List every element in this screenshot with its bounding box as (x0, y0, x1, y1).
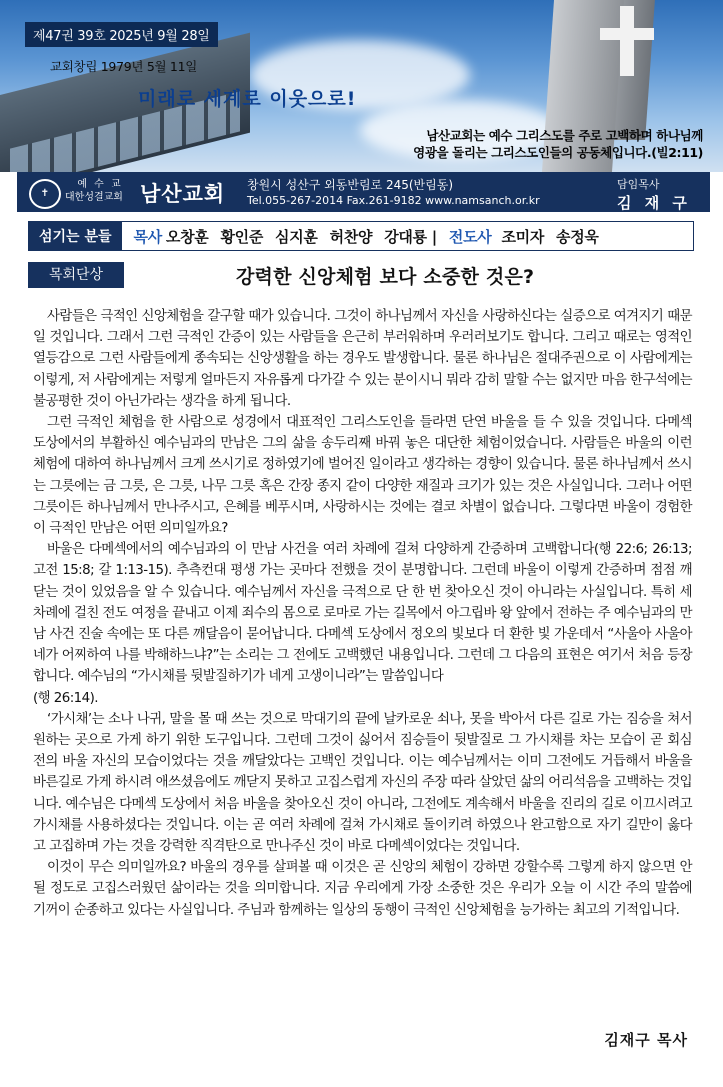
mission-line: 남산교회는 예수 그리스도를 주로 고백하며 하나님께 (426, 128, 703, 143)
denomination-line: 예 수 교 (77, 179, 123, 190)
minister-name: 강대룡 | (384, 227, 437, 246)
senior-pastor-label: 담임목사 (617, 178, 660, 191)
ministers-row (28, 221, 694, 251)
article-paragraph: ‘가시채’는 소나 나귀, 말을 몰 때 쓰는 것으로 막대기의 끝에 날카로운 쇠나, 못을 박아서 다른 길로 가는 짐승을 쳐서 원하는 곳으로 가게 하기 위한 도구입니다. 그런데 그것이 싫어서 짐승들이 뒷발질로 그 가시채를 차는 모습이 곧 회심 전의 바울 자신의 모습이었다는 것을 깨달았다는 고백인 것입니다. 이는 예수님께서는 이미 그전에도 거듭해서 바울을 바른길로 가게 하시려 애쓰셨음에도 깨닫지 못하고 고집스럽게 자신의 주장 따라 살았던 삶의 어리석음을 고백하는 것입니다. 예수님은 다메섹 도상에서 처음 바울을 찾아오신 것이 아니라, 그전에도 계속해서 바울을 진리의 길로 이끄시려고 가시채를 사용하셨다는 것입니다. 이는 곧 여러 차례에 걸쳐 가시채로 돌이키려 하였으나 완고함으로 자기 길만이 옳다고 고집하며 가는 것을 강력한 직격탄으로 만나주신 것이 바로 다메섹이었다는 것입니다. (33, 711, 692, 855)
verse-reference: (행 26:14). (33, 690, 98, 706)
church-address: 창원시 성산구 외동반림로 245(반림동) (247, 178, 454, 192)
church-contact: Tel.055-267-2014 Fax.261-9182 www.namsanch.or.kr (247, 194, 540, 207)
article-paragraph: 사람들은 극적인 신앙체험을 갈구할 때가 있습니다. 그것이 하나님께서 자신을 사랑하신다는 실증으로 여겨지기 때문일 것입니다. 그래서 그런 극적인 간증이 있는 사람들을 은근히 부러워하며 우러러보기도 합니다. 그리고 때로는 영적인 열등감으로 그런 사람들에게 종속되는 신앙생활을 하는 경우도 발생합니다. 물론 하나님은 절대주권으로 이 사람에게는 이렇게, 저 사람에게는 저렇게 얼마든지 자유롭게 다가갈 수 있는 분이시니 뭐라 감히 말할 수는 없지만 마음 한구석에는 불공평한 것이 아닌가라는 생각을 하게 됩니다. (33, 309, 692, 409)
minister-name: 송정욱 (556, 227, 599, 246)
column-tag: 목회단상 (28, 262, 124, 288)
church-logo-icon: ✝ (29, 179, 61, 209)
church-info-bar (17, 172, 710, 212)
minister-name: 조미자 (501, 227, 545, 246)
denomination-label (65, 178, 135, 204)
article-paragraph: 바울은 다메섹에서의 예수님과의 이 만남 사건을 여러 차례에 걸쳐 다양하게 간증하며 고백합니다(행 22:6; 26:13; 고전 15:8; 갈 1:13-15). 추측컨대 평생 가는 곳마다 전했을 것이 분명합니다. 그런데 바울이 이렇게 간증하며 점점 깨닫는 것이 있었음을 알 수 있습니다. 예수님께서 자신을 극적으로 단 한 번 찾아오신 것이 아니라는 사실입니다. 특히 세 차례에 걸친 전도 여정을 끝내고 이제 죄수의 몸으로 로마로 가는 길목에서 아그립바 왕 앞에서 전하는 주 예수님과의 만남 사건 진술 속에는 또 다른 깨달음이 묻어납니다. 다메섹 도상에서 정오의 빛보다 더 환한 빛 가운데서 “사울아 사울아 네가 어찌하여 나를 박해하느냐?”는 소리는 그 전에도 고백했던 내용입니다. 그런데 그 다음의 표현은 여기서 처음 등장합니다. 예수님의 “가시채를 뒷발질하기가 네게 고생이니라”는 말씀입니다 (33, 542, 692, 685)
mission-statement (413, 127, 703, 161)
founded-date: 교회창립 1979년 5월 11일 (50, 59, 198, 74)
header-banner (0, 0, 723, 172)
article-paragraph: 이것이 무슨 의미일까요? 바울의 경우를 살펴볼 때 이것은 곧 신앙의 체험이 강하면 강할수록 그렇게 하지 않으면 안 될 정도로 고집스러웠던 삶이라는 것을 의미합니다. 지금 우리에게 가장 소중한 것은 우리가 오늘 이 시간 주의 말씀에 기꺼이 순종하고 있다는 사실입니다. 주님과 함께하는 일상의 동행이 극적인 신앙체험을 능가하는 최고의 기적입니다. (33, 860, 692, 918)
author-signature: 김재구 목사 (604, 1031, 688, 1049)
minister-name: 황인준 (220, 227, 264, 246)
church-name: 남산교회 (140, 182, 226, 206)
article-paragraph: 그런 극적인 체험을 한 사람으로 성경에서 대표적인 그리스도인을 들라면 단연 바울을 들 수 있을 것입니다. 다메섹 도상에서의 부활하신 예수님과의 만남은 그의 삶을 송두리째 바꿔 놓은 대단한 체험이었습니다. 사람들은 바울의 이런 체험에 대하여 하나님께서 크게 쓰시기로 정하였기에 벌어진 일이라고 생각하는 경향이 있습니다. 물론 하나님께서 쓰시는 그릇에는 금 그릇, 은 그릇, 나무 그릇 혹은 간장 종지 같이 다양한 재질과 크기가 있는 것은 사실입니다. 그러나 어떤 그릇이든 하나님께서 만나주시고, 은혜를 베푸시며, 사랑하시는 것에는 결코 차별이 없습니다. 그렇다면 바울이 경험한 이 극적인 만남은 어떤 의미일까요? (33, 415, 692, 537)
issue-info: 제47권 39호 2025년 9월 28일 (25, 22, 218, 47)
minister-name: 허찬양 (329, 227, 373, 246)
role-pastor: 목사 (133, 227, 162, 246)
article-title: 강력한 신앙체험 보다 소중한 것은? (236, 266, 535, 288)
church-motto: 미래로 세계로 이웃으로! (138, 88, 357, 110)
cross-icon (600, 28, 654, 40)
minister-name: 심지훈 (275, 227, 318, 246)
minister-name: 오창훈 (165, 227, 209, 246)
article-body (33, 306, 692, 921)
denomination-line: 대한성결교회 (65, 192, 123, 203)
senior-pastor-name: 김 재 구 (617, 194, 691, 212)
mission-line: 영광을 돌리는 그리스도인들의 공동체입니다.(빌2:11) (413, 145, 703, 160)
role-evangelist: 전도사 (448, 227, 492, 246)
ministers-label: 섬기는 분들 (29, 222, 122, 250)
cross-icon (620, 6, 634, 76)
